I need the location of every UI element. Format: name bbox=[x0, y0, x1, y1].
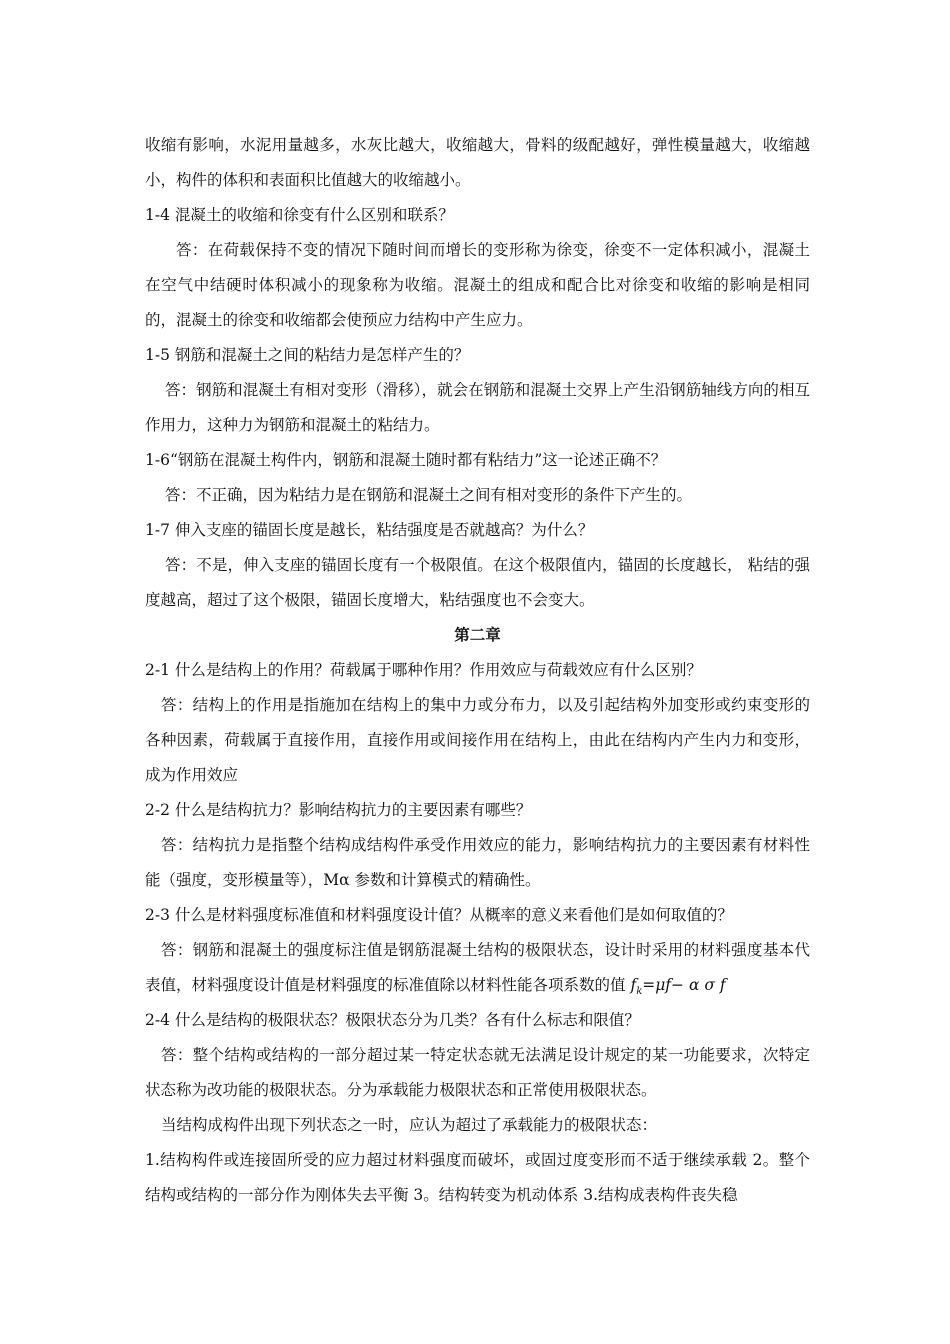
question-2-2: 2-2 什么是结构抗力？影响结构抗力的主要因素有哪些？ bbox=[145, 801, 532, 819]
question-2-3: 2-3 什么是材料强度标准值和材料强度设计值？从概率的意义来看他们是如何取值的？ bbox=[145, 906, 733, 924]
answer-1-7: 答：不是，伸入支座的锚固长度有一个极限值。在这个极限值内，锚固的长度越长， 粘结的强度越高，超过了这个极限，锚固长度增大，粘结强度也不会变大。 bbox=[145, 556, 810, 609]
answer-2-4: 答：整个结构或结构的一部分超过某一特定状态就无法满足设计规定的某一功能要求，次特定状态称为改功能的极限状态。分为承载能力极限状态和正常使用极限状态。 bbox=[145, 1046, 810, 1099]
formula-rest: =μf− α σ f bbox=[642, 976, 726, 994]
question-1-5: 1-5 钢筋和混凝土之间的粘结力是怎样产生的？ bbox=[145, 346, 470, 364]
chapter-heading: 第二章 bbox=[454, 626, 501, 644]
question-1-4: 1-4 混凝土的收缩和徐变有什么区别和联系？ bbox=[145, 206, 454, 224]
paragraph-shrinkage-factors: 收缩有影响，水泥用量越多，水灰比越大，收缩越大，骨料的级配越好，弹性模量越大，收缩越小，构件的体积和表面积比值越大的收缩越小。 bbox=[145, 136, 810, 189]
answer-2-4-continued: 当结构成构件出现下列状态之一时，应认为超过了承载能力的极限状态： bbox=[161, 1116, 658, 1134]
answer-2-3 bbox=[145, 933, 810, 1003]
answer-1-5: 答：钢筋和混凝土有相对变形（滑移），就会在钢筋和混凝土交界上产生沿钢筋轴线方向的相互作用力，这种力为钢筋和混凝土的粘结力。 bbox=[145, 381, 810, 434]
question-1-6: 1-6“钢筋在混凝土构件内，钢筋和混凝土随时都有粘结力”这一论述正确不？ bbox=[145, 451, 667, 469]
question-2-1: 2-1 什么是结构上的作用？荷载属于哪种作用？作用效应与荷载效应有什么区别？ bbox=[145, 661, 702, 679]
list-limit-states: 1.结构构件或连接固所受的应力超过材料强度而破坏，或固过度变形而不适于继续承载 2。整个结构或结构的一部分作为刚体失去平衡 3。结构转变为机动体系 3.结构成表构件丧失稳 bbox=[145, 1151, 810, 1204]
formula-subscript: k bbox=[636, 986, 643, 998]
answer-2-2: 答：结构抗力是指整个结构成结构件承受作用效应的能力，影响结构抗力的主要因素有材料性能（强度，变形模量等），Mα 参数和计算模式的精确性。 bbox=[145, 836, 810, 889]
answer-1-6: 答：不正确，因为粘结力是在钢筋和混凝土之间有相对变形的条件下产生的。 bbox=[165, 486, 693, 504]
document-page bbox=[145, 128, 810, 1213]
strength-formula bbox=[630, 976, 726, 998]
answer-2-3-text: 答：钢筋和混凝土的强度标注值是钢筋混凝土结构的极限状态，设计时采用的材料强度基本代表值，材料强度设计值是材料强度的标准值除以材料性能各项系数的值 bbox=[145, 941, 810, 994]
answer-1-4: 答：在荷载保持不变的情况下随时间而增长的变形称为徐变，徐变不一定体积减小，混凝土在空气中结硬时体积减小的现象称为收缩。混凝土的组成和配合比对徐变和收缩的影响是相同的，混凝土的徐变和收缩都会使预应力结构中产生应力。 bbox=[145, 241, 810, 329]
formula-f: f bbox=[630, 976, 637, 994]
question-1-7: 1-7 伸入支座的锚固长度是越长，粘结强度是否就越高？为什么？ bbox=[145, 521, 594, 539]
question-2-4: 2-4 什么是结构的极限状态？极限状态分为几类？各有什么标志和限值？ bbox=[145, 1011, 640, 1029]
answer-2-1: 答：结构上的作用是指施加在结构上的集中力或分布力，以及引起结构外加变形或约束变形的各种因素，荷载属于直接作用，直接作用或间接作用在结构上，由此在结构内产生内力和变形，成为作用效应 bbox=[145, 696, 810, 784]
